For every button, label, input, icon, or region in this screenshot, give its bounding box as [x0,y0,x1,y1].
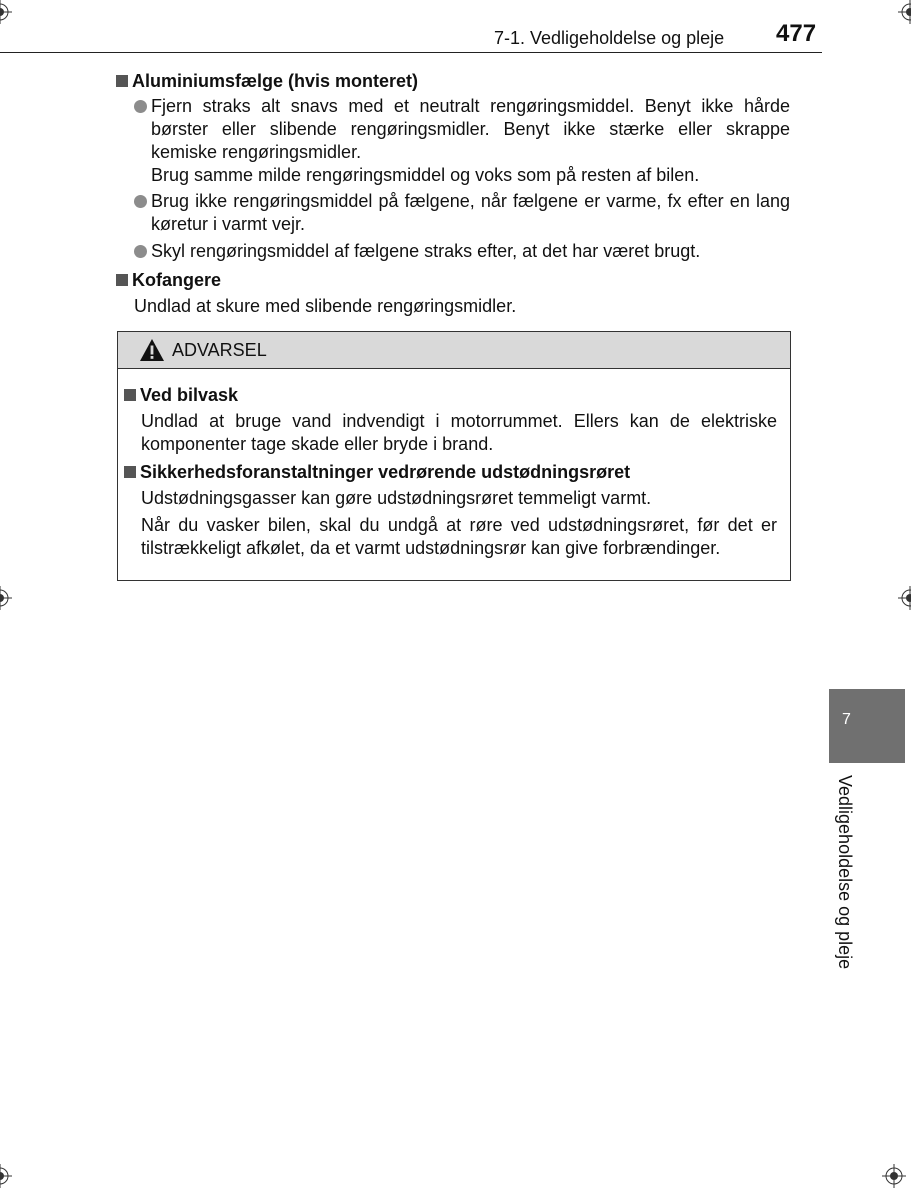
warning-label: ADVARSEL [172,340,267,360]
list-item-text: Fjern straks alt snavs med et neutralt rengøringsmiddel. Benyt ikke hårde børster eller slibende rengøringsmidler. Benyt ikke stærke eller skrappe kemiske rengøringsmidler. [151,96,790,162]
registration-mark-middle-left [0,586,12,610]
square-bullet-icon [116,75,128,87]
square-bullet-icon [124,389,136,401]
registration-mark-top-left [0,0,12,24]
registration-mark-top-right [898,0,911,24]
warning-header [118,332,790,369]
list-item [134,190,790,236]
section-header-title: 7-1. Vedligeholdelse og pleje [494,28,725,48]
registration-mark-bottom-left [0,1164,12,1188]
header-divider [0,52,822,53]
warning-paragraph: Udstødningsgasser kan gøre udstødningsrøret temmeligt varmt. [141,488,652,508]
list-item-text: Brug ikke rengøringsmiddel på fælgene, når fælgene er varme, fx efter en lang køretur i varmt vejr. [151,191,790,234]
section-title-bumpers [116,268,221,292]
warning-paragraph: Undlad at bruge vand indvendigt i motorrummet. Ellers kan de elektriske komponenter tage skade eller bryde i brand. [141,411,777,454]
warning-item-title [124,460,630,484]
chapter-tab [829,689,905,763]
warning-item-title-text: Sikkerhedsforanstaltninger vedrørende udstødningsrøret [140,462,631,482]
warning-paragraph: Når du vasker bilen, skal du undgå at røre ved udstødningsrøret, før det er tilstrækkeligt afkølet, da et varmt udstødningsrør kan give forbrændinger. [141,515,777,558]
list-item [134,95,790,187]
round-bullet-icon [134,245,147,258]
list-item-text: Skyl rengøringsmiddel af fælgene straks efter, at det har været brugt. [151,241,701,261]
section-title-text: Aluminiumsfælge (hvis monteret) [132,71,419,91]
warning-box [117,331,791,581]
section-title-text: Kofangere [132,270,222,290]
registration-mark-middle-right [898,586,911,610]
section-title-alloy-wheels [116,69,418,93]
round-bullet-icon [134,195,147,208]
list-item-extra-text: Brug samme milde rengøringsmiddel og voks som på resten af bilen. [151,165,700,185]
warning-item-title [124,383,238,407]
square-bullet-icon [124,466,136,478]
page-number: 477 [776,20,817,47]
square-bullet-icon [116,274,128,286]
warning-item-title-text: Ved bilvask [140,385,239,405]
warning-triangle-icon [139,338,165,362]
section-body-text: Undlad at skure med slibende rengøringsmidler. [134,296,517,316]
chapter-tab-title: Vedligeholdelse og pleje [835,775,855,970]
registration-mark-bottom-right [882,1164,906,1188]
list-item [134,240,790,263]
chapter-tab-number: 7 [842,711,851,728]
round-bullet-icon [134,100,147,113]
